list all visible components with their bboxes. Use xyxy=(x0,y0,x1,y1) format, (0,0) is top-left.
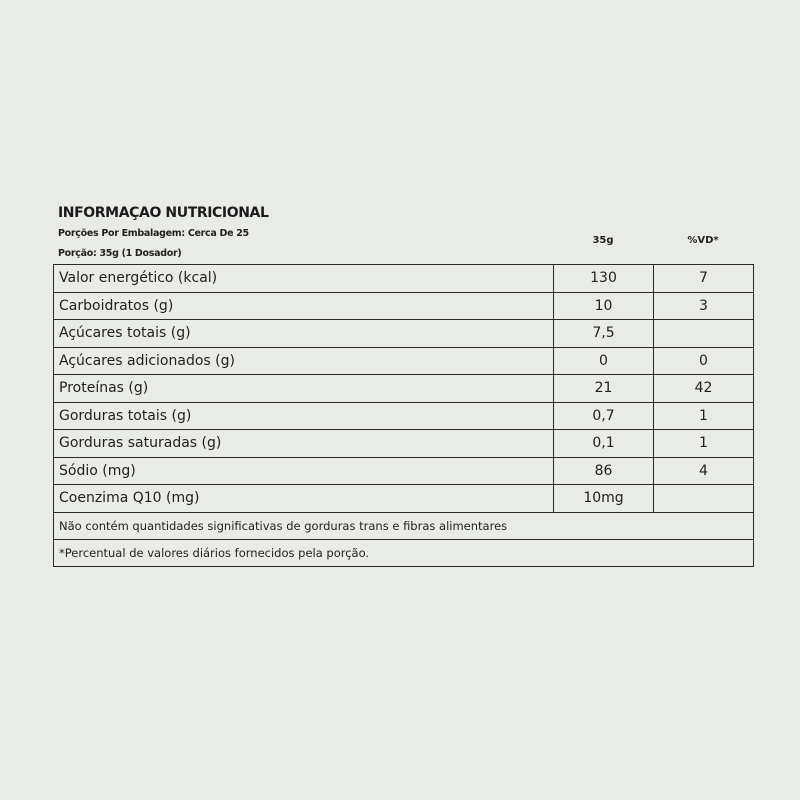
nutrition-header xyxy=(53,202,753,264)
servings-per-pack: Porções Por Embalagem: Cerca De 25 xyxy=(58,228,249,239)
nutrient-daily-value: 0 xyxy=(654,347,754,375)
nutrient-amount: 7,5 xyxy=(554,320,654,348)
nutrient-name: Gorduras totais (g) xyxy=(54,402,554,430)
nutrient-amount: 86 xyxy=(554,457,654,485)
nutrient-daily-value: 1 xyxy=(654,430,754,458)
nutrient-amount: 130 xyxy=(554,265,654,293)
nutrient-name: Proteínas (g) xyxy=(54,375,554,403)
table-row xyxy=(54,485,754,513)
nutrient-amount: 0 xyxy=(554,347,654,375)
table-row xyxy=(54,457,754,485)
nutrition-title: INFORMAÇAO NUTRICIONAL xyxy=(58,205,269,221)
nutrition-facts-panel xyxy=(53,202,753,593)
nutrient-daily-value: 7 xyxy=(654,265,754,293)
note-row xyxy=(54,539,754,566)
not-significant-note: Não contém quantidades significativas de gorduras trans e fibras alimentares xyxy=(54,512,754,539)
nutrient-daily-value: 3 xyxy=(654,292,754,320)
note-row xyxy=(54,512,754,539)
table-row xyxy=(54,265,754,293)
daily-value-footnote: *Percentual de valores diários fornecidos pela porção. xyxy=(54,539,754,566)
table-row xyxy=(54,402,754,430)
nutrient-daily-value: 1 xyxy=(654,402,754,430)
table-row xyxy=(54,292,754,320)
nutrient-daily-value xyxy=(654,320,754,348)
nutrient-name: Sódio (mg) xyxy=(54,457,554,485)
nutrient-daily-value: 4 xyxy=(654,457,754,485)
serving-size: Porção: 35g (1 Dosador) xyxy=(58,248,182,259)
table-row xyxy=(54,320,754,348)
nutrient-name: Açúcares totais (g) xyxy=(54,320,554,348)
nutrient-amount: 10 xyxy=(554,292,654,320)
nutrient-amount: 10mg xyxy=(554,485,654,513)
nutrient-name: Carboidratos (g) xyxy=(54,292,554,320)
nutrient-daily-value: 42 xyxy=(654,375,754,403)
nutrient-name: Valor energético (kcal) xyxy=(54,265,554,293)
nutrient-name: Coenzima Q10 (mg) xyxy=(54,485,554,513)
column-header-daily-value: %VD* xyxy=(687,235,719,246)
nutrient-amount: 0,1 xyxy=(554,430,654,458)
table-row xyxy=(54,347,754,375)
table-row xyxy=(54,430,754,458)
nutrient-name: Açúcares adicionados (g) xyxy=(54,347,554,375)
nutrient-amount: 0,7 xyxy=(554,402,654,430)
nutrient-amount: 21 xyxy=(554,375,654,403)
nutrient-name: Gorduras saturadas (g) xyxy=(54,430,554,458)
nutrition-table xyxy=(53,264,754,567)
table-row xyxy=(54,375,754,403)
column-header-amount: 35g xyxy=(592,235,614,246)
nutrient-daily-value xyxy=(654,485,754,513)
